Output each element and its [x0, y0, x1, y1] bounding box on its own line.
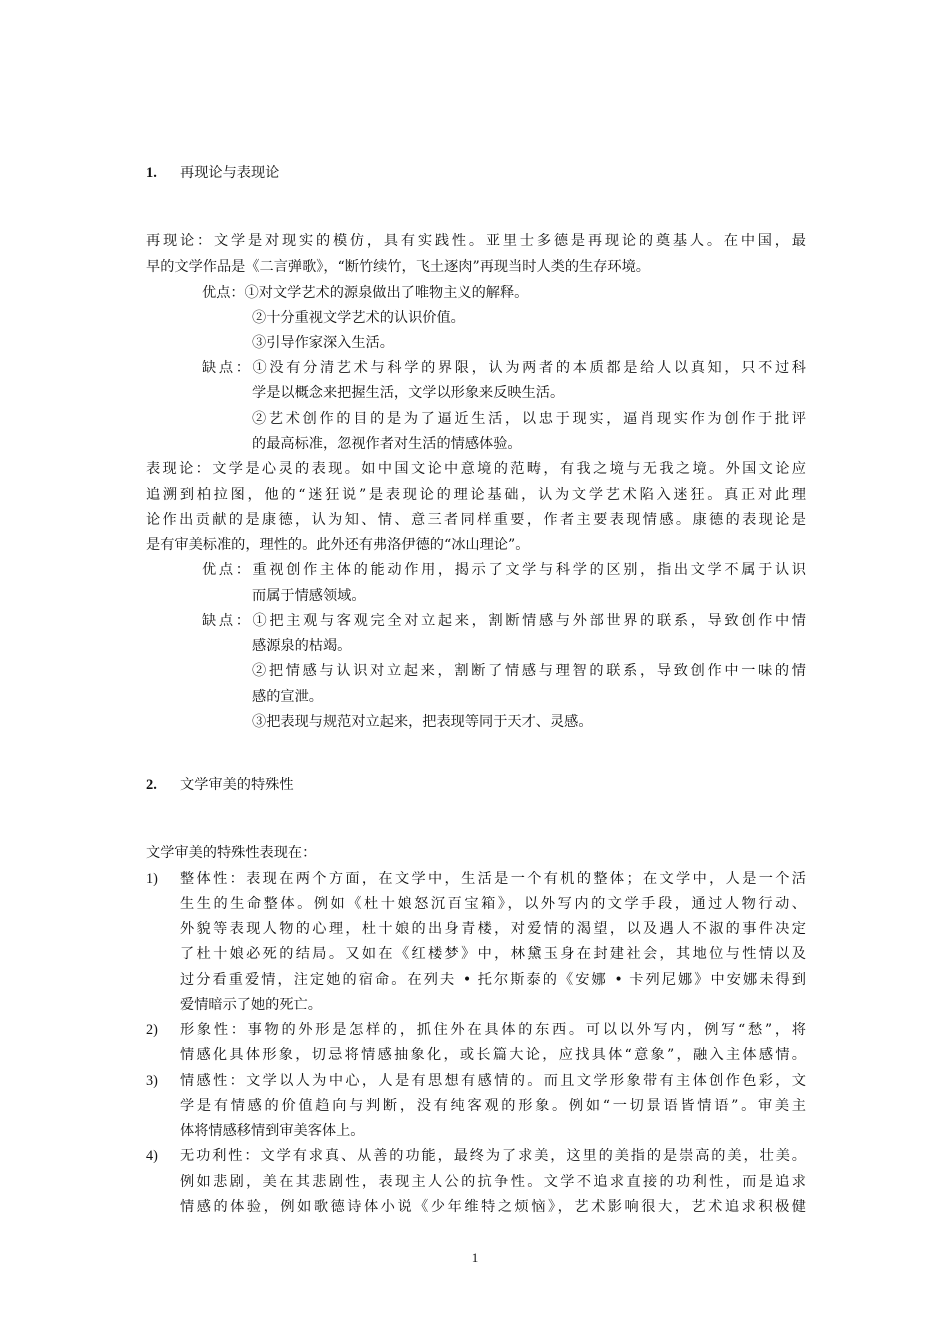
list-item-line: 例如悲剧，美在其悲剧性，表现主人公的抗争性。文学不追求直接的功利性，而是追求	[180, 1174, 806, 1190]
section-1-number: 1.	[146, 165, 157, 181]
expression-intro-line-3: 论作出贡献的是康德，认为知、情、意三者同样重要，作者主要表现情感。康德的表现论是	[146, 512, 806, 528]
list-item-line: 学是有情感的价值趋向与判断，没有纯客观的形象。例如“一切景语皆情语”。审美主	[180, 1098, 806, 1114]
page-number: 1	[471, 1250, 479, 1265]
list-item-line: 情感的体验，例如歌德诗体小说《少年维特之烦恼》，艺术影响很大，艺术追求积极健	[180, 1199, 806, 1215]
list-item-marker: 3)	[146, 1073, 158, 1089]
list-item-line: 外貌等表现人物的心理，杜十娘的出身青楼，对爱情的渴望，以及遇人不淑的事件决定	[180, 921, 806, 937]
list-item-line: 情感化具体形象，切忌将情感抽象化，或长篇大论，应找具体“意象”，融入主体感情。	[180, 1047, 806, 1063]
representation-merit-1: 优点：①对文学艺术的源泉做出了唯物主义的解释。	[202, 285, 529, 301]
expression-merit-line-2: 而属于情感领域。	[252, 588, 366, 604]
representation-merit-2: ②十分重视文学艺术的认识价值。	[252, 310, 465, 326]
list-item-line: 形象性：事物的外形是怎样的，抓住外在具体的东西。可以以外写内，例写“愁”，将	[180, 1022, 806, 1038]
expression-flaw-line-3: ②把情感与认识对立起来，割断了情感与理智的联系，导致创作中一味的情	[252, 663, 806, 679]
list-item-marker: 2)	[146, 1022, 158, 1038]
expression-intro-line-1: 表现论：文学是心灵的表现。如中国文论中意境的范畴，有我之境与无我之境。外国文论应	[146, 461, 806, 477]
representation-flaw-line-1: 缺点：①没有分清艺术与科学的界限，认为两者的本质都是给人以真知，只不过科	[202, 360, 806, 376]
section-1-title: 再现论与表现论	[180, 165, 280, 181]
expression-intro-line-4: 是有审美标准的，理性的。此外还有弗洛伊德的“冰山理论”。	[146, 537, 530, 553]
expression-intro-line-2: 追溯到柏拉图，他的“迷狂说”是表现论的理论基础，认为文学艺术陷入迷狂。真正对此理	[146, 487, 806, 503]
representation-intro-line-2: 早的文学作品是《二言弹歌》，“断竹续竹，飞土逐肉”再现当时人类的生存环境。	[146, 259, 650, 275]
representation-flaw-line-2: 学是以概念来把握生活，文学以形象来反映生活。	[252, 385, 565, 401]
section-2-heading	[146, 776, 366, 794]
list-item-marker: 1)	[146, 871, 158, 887]
list-item-line: 情感性：文学以人为中心，人是有思想有感情的。而且文学形象带有主体创作色彩，文	[180, 1073, 806, 1089]
list-item-line: 过分看重爱情，注定她的宿命。在列夫 • 托尔斯泰的《安娜 • 卡列尼娜》中安娜未得到	[180, 972, 806, 988]
list-item-line: 体将情感移情到审美客体上。	[180, 1123, 365, 1139]
list-item-line: 整体性：表现在两个方面，在文学中，生活是一个有机的整体；在文学中，人是一个活	[180, 871, 806, 887]
expression-flaw-line-1: 缺点：①把主观与客观完全对立起来，割断情感与外部世界的联系，导致创作中情	[202, 613, 806, 629]
expression-merit-line-1: 优点：重视创作主体的能动作用，揭示了文学与科学的区别，指出文学不属于认识	[202, 562, 806, 578]
expression-flaw-line-5: ③把表现与规范对立起来，把表现等同于天才、灵感。	[252, 714, 593, 730]
list-item-line: 生生的生命整体。例如《杜十娘怒沉百宝箱》，以外写内的文学手段，通过人物行动、	[180, 896, 806, 912]
representation-flaw-line-3: ②艺术创作的目的是为了逼近生活，以忠于现实，逼肖现实作为创作于批评	[252, 411, 806, 427]
list-item-line: 爱情暗示了她的死亡。	[180, 997, 322, 1013]
list-item-marker: 4)	[146, 1148, 158, 1164]
representation-merit-3: ③引导作家深入生活。	[252, 335, 394, 351]
section-1-heading	[146, 164, 346, 182]
expression-flaw-line-2: 感源泉的枯竭。	[252, 638, 352, 654]
section-2-number: 2.	[146, 777, 157, 793]
expression-flaw-line-4: 感的宣泄。	[252, 689, 323, 705]
representation-flaw-line-4: 的最高标准，忽视作者对生活的情感体验。	[252, 436, 522, 452]
representation-intro-line-1: 再现论：文学是对现实的模仿，具有实践性。亚里士多德是再现论的奠基人。在中国，最	[146, 233, 806, 249]
list-item-line: 无功利性：文学有求真、从善的功能，最终为了求美，这里的美指的是崇高的美，壮美。	[180, 1148, 806, 1164]
list-item-line: 了杜十娘必死的结局。又如在《红楼梦》中，林黛玉身在封建社会，其地位与性情以及	[180, 946, 806, 962]
section-2-intro: 文学审美的特殊性表现在：	[146, 845, 317, 861]
section-2-title: 文学审美的特殊性	[180, 777, 294, 793]
